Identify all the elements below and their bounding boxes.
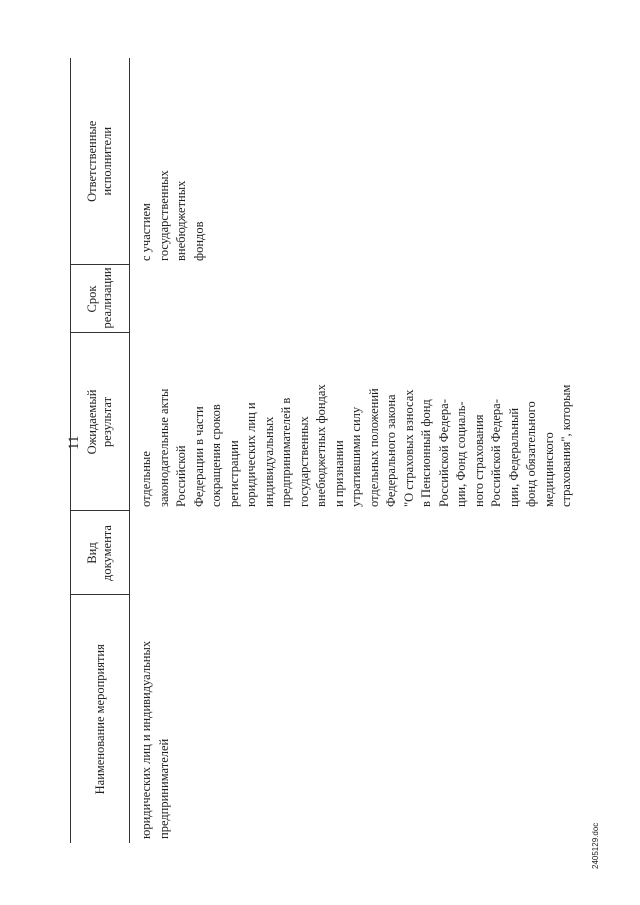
file-footer: 2405129.doc	[591, 822, 600, 869]
measures-table	[70, 58, 576, 843]
table-row	[130, 58, 576, 843]
header-executors: Ответственные исполнители	[71, 58, 130, 265]
header-name: Наименование мероприятия	[71, 595, 130, 843]
cell-doc-type	[130, 511, 576, 595]
table-header-row	[71, 58, 130, 843]
page-number: 11	[66, 435, 82, 450]
header-term: Срок реализации	[71, 265, 130, 333]
cell-term	[130, 265, 576, 333]
cell-result: отдельные законодательные акты Российской Федерации в части сокращения сроков регистрации юридических лиц и индивидуальных предпринимателей в государственных внебюджетных фондах и признании утратившими силу отдельных положений Федерального закона "О страховых взносах в Пенсионный фонд Российской Федера- ции, Фонд социаль- ного страхования Российской Федера- ции, Федеральный фонд обязательного медицинского страхования", которым	[139, 384, 573, 507]
header-doc-type: Вид документа	[71, 511, 130, 595]
cell-name: юридических лиц и индивидуальных предпринимателей	[139, 640, 171, 839]
rotated-page-content	[70, 58, 573, 843]
cell-executors: с участием государственных внебюджетных фондов	[139, 170, 206, 261]
header-result: Ожидаемый результат	[71, 333, 130, 511]
